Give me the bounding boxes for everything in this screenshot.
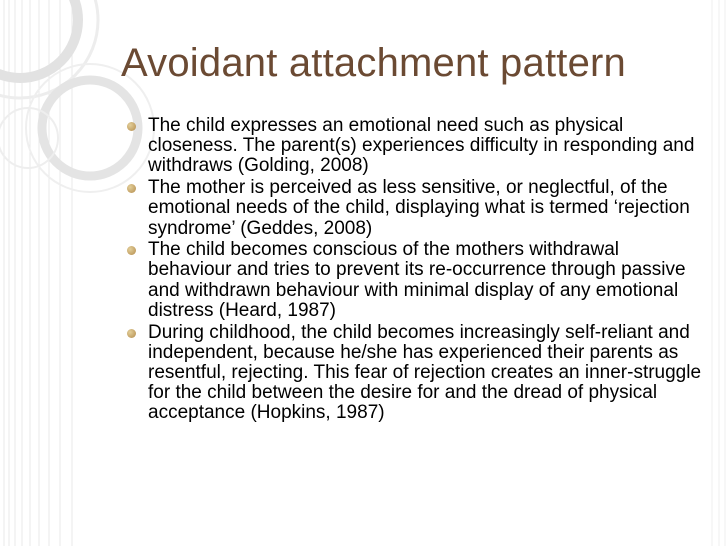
bullet-text: The mother is perceived as less sensitive, or neglectful, of the emotional needs of the child, displaying what is termed ‘rejection syndrome’ (Geddes, 2008) <box>148 177 690 239</box>
bullet-item <box>121 116 706 177</box>
bullet-item <box>121 240 706 321</box>
bullet-item <box>121 178 706 239</box>
bullet-list <box>121 116 706 425</box>
bullet-item <box>121 323 706 424</box>
bullet-text: During childhood, the child becomes increasingly self-reliant and independent, because he/she has experienced their parents as resentful, rejecting. This fear of rejection creates an inner-struggle for the child between the desire for and the dread of physical acceptance (Hopkins, 1987) <box>148 321 702 424</box>
bullet-text: The child expresses an emotional need such as physical closeness. The parent(s) experiences difficulty in responding and withdraws (Golding, 2008) <box>148 115 695 177</box>
bullet-text: The child becomes conscious of the mothers withdrawal behaviour and tries to prevent its re-occurrence through passive and withdrawn behaviour with minimal display of any emotional distress (Heard, 1987) <box>148 239 686 321</box>
bullet-marker-icon <box>127 329 136 338</box>
right-stripes <box>712 0 725 546</box>
bullet-marker-icon <box>127 246 136 255</box>
slide-title: Avoidant attachment pattern <box>121 41 626 85</box>
bullet-marker-icon <box>127 184 136 193</box>
bullet-marker-icon <box>127 122 136 131</box>
